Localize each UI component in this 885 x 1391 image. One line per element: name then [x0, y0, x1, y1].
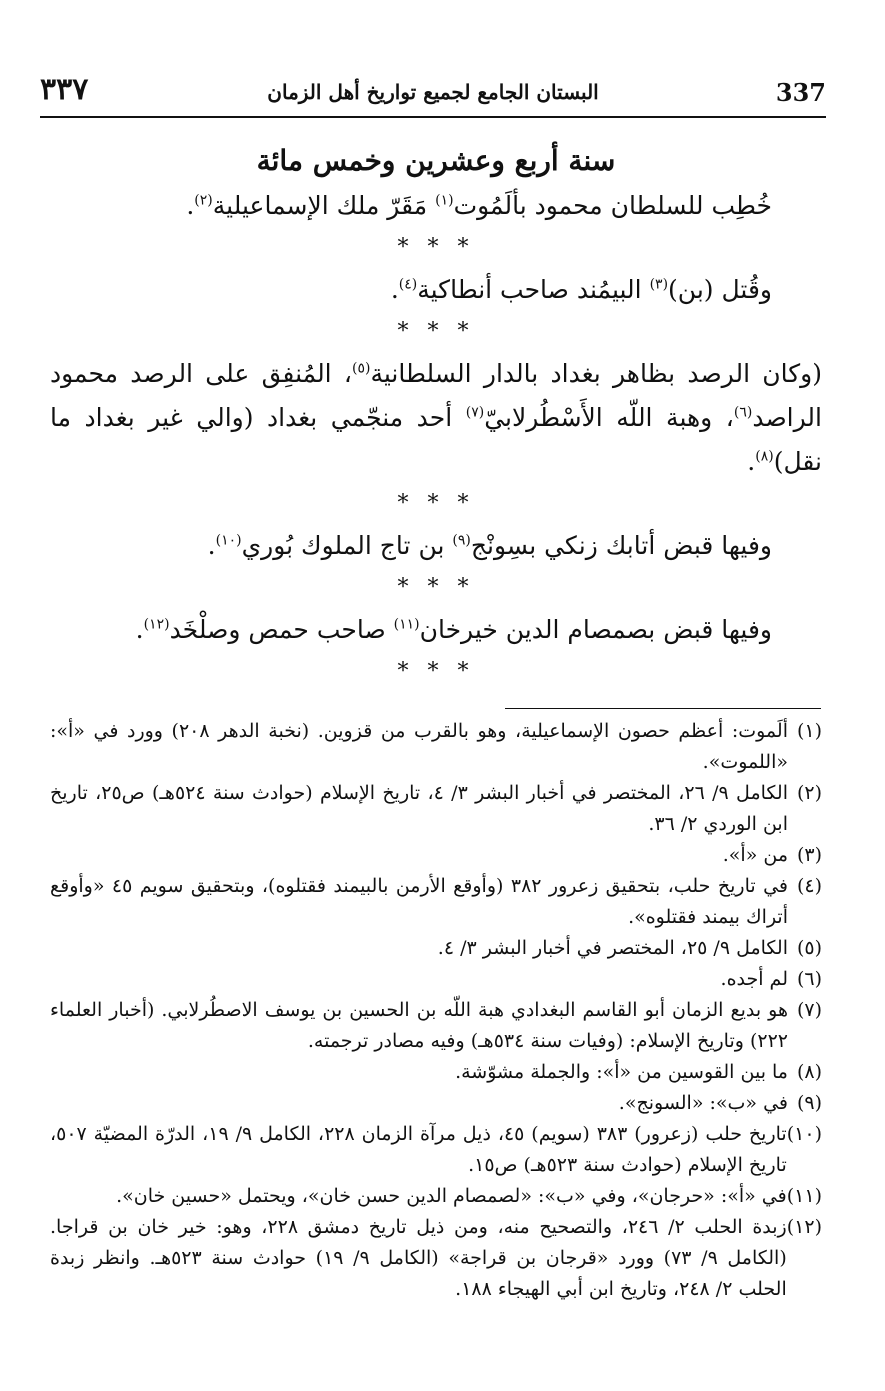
- section-separator: * * *: [397, 575, 475, 600]
- header-rule: [40, 116, 826, 118]
- footnotes: [50, 716, 822, 1305]
- footnote-ref: (١٠): [215, 532, 242, 549]
- footnote-ref: (٦): [733, 404, 753, 421]
- footnote-text: ألَموت: أعظم حصون الإسماعيلية، وهو بالقرب من قزوين. (نخبة الدهر ٢٠٨) وورد في «أ»: «اللموت».: [50, 720, 788, 773]
- paragraph: [50, 608, 822, 652]
- page-number-latin: 337: [775, 78, 826, 107]
- footnote-number: (١١): [786, 1185, 822, 1207]
- footnote-number: (٧): [796, 999, 822, 1021]
- footnote-number: (٣): [796, 844, 822, 866]
- text-run: .: [135, 615, 144, 644]
- text-run: بن تاج الملوك بُوري: [241, 531, 453, 560]
- footnote-ref: (١١): [393, 616, 420, 633]
- paragraph: [50, 524, 822, 568]
- footnote-number: (٤): [796, 875, 822, 897]
- footnote-text: الكامل ٩/ ٢٦، المختصر في أخبار البشر ٣/ ٤، تاريخ الإسلام (حوادث سنة ٥٢٤هـ) ص٢٥، تاريخ ابن الوردي ٢/ ٣٦.: [50, 782, 788, 835]
- running-title: البستان الجامع لجميع تواريخ أهل الزمان: [267, 80, 599, 104]
- footnote-text: زبدة الحلب ٢/ ٢٤٦، والتصحيح منه، ومن ذيل تاريخ دمشق ٢٢٨، وهو: خير خان بن قراجا. (الكامل ٩/ ٧٣) وورد «قرجان بن قراجة» (الكامل ٩/ ١٩) حوادث سنة ٥٢٣هـ. وانظر زبدة الحلب ٢/ ٢٤٨، وتاريخ ابن أبي الهيجاء ١٨٨.: [50, 1216, 787, 1300]
- text-run: وفيها قبض أتابك زنكي بسِونْج: [470, 531, 772, 560]
- text-run: .: [207, 531, 216, 560]
- page-header: [40, 70, 826, 118]
- footnote: [50, 995, 822, 1057]
- paragraph: [50, 184, 822, 228]
- footnote-ref: (٢): [194, 192, 213, 209]
- footnote-rule: [505, 708, 821, 709]
- footnote: [50, 778, 822, 840]
- footnote-text: من «أ».: [722, 844, 788, 866]
- footnote: [50, 1088, 822, 1119]
- footnote-ref: (١٢): [143, 616, 170, 633]
- footnote-ref: (٧): [465, 404, 485, 421]
- footnote-text: ما بين القوسين من «أ»: والجملة مشوّشة.: [455, 1061, 788, 1083]
- page-number-arabic: ٣٣٧: [40, 72, 89, 107]
- footnote-number: (١٠): [786, 1123, 822, 1145]
- main-text: [50, 128, 822, 692]
- footnote-text: في تاريخ حلب، بتحقيق زعرور ٣٨٢ (وأوقع الأرمن بالبيمند فقتلوه)، وبتحقيق سويم ٤٥ «وأوقع أتراك بيمند فقتلوه».: [50, 875, 788, 928]
- footnote-text: لم أجده.: [720, 968, 788, 990]
- footnote-text: في «أ»: «حرجان»، وفي «ب»: «لصمصام الدين حسن خان»، ويحتمل «حسين خان».: [116, 1185, 787, 1207]
- footnote: [50, 871, 822, 933]
- paragraph: [50, 268, 822, 312]
- footnote: [50, 1212, 822, 1305]
- section-separator: * * *: [397, 491, 475, 516]
- text-run: أحد منجّمي بغداد (والي غير بغداد ما نقل): [50, 403, 822, 476]
- footnote-ref: (١): [435, 192, 454, 209]
- footnote-number: (٦): [796, 968, 822, 990]
- footnote-number: (٩): [796, 1092, 822, 1114]
- footnote-number: (٥): [796, 937, 822, 959]
- footnote-text: الكامل ٩/ ٢٥، المختصر في أخبار البشر ٣/ ٤.: [437, 937, 788, 959]
- footnote-ref: (٤): [398, 276, 418, 293]
- footnote-text: تاريخ حلب (زعرور) ٣٨٣ (سويم) ٤٥، ذيل مرآة الزمان ٢٢٨، الكامل ٩/ ١٩، الدرّة المضيّة ٥٠٧، تاريخ الإسلام (حوادث سنة ٥٢٣هـ) ص١٥.: [50, 1123, 787, 1176]
- text-run: البيمُند صاحب أنطاكية: [417, 275, 650, 304]
- footnote: [50, 964, 822, 995]
- chapter-title: سنة أربع وعشرين وخمس مائة: [256, 144, 616, 177]
- text-run: .: [186, 191, 195, 220]
- footnote: [50, 933, 822, 964]
- footnote-ref: (٩): [452, 532, 471, 549]
- footnote-ref: (٥): [351, 360, 371, 377]
- footnote: [50, 716, 822, 778]
- footnote-ref: (٨): [755, 448, 774, 465]
- section-separator: * * *: [397, 319, 475, 344]
- text-run: ، وهبة اللّه الأَسْطُرلابيّ: [484, 403, 734, 432]
- footnote-ref: (٣): [649, 276, 669, 293]
- footnote: [50, 840, 822, 871]
- text-run: وقُتل (بن): [668, 275, 772, 304]
- footnote: [50, 1057, 822, 1088]
- text-run: .: [390, 275, 399, 304]
- footnote-number: (١): [796, 720, 822, 742]
- footnote-text: في «ب»: «السونج».: [618, 1092, 788, 1114]
- footnote: [50, 1181, 822, 1212]
- text-run: الراصد: [752, 403, 822, 432]
- paragraph: [50, 352, 822, 484]
- footnote-number: (١٢): [786, 1216, 822, 1238]
- text-run: صاحب حمص وصلْخَد: [169, 615, 394, 644]
- footnote-number: (٢): [796, 782, 822, 804]
- footnote-text: هو بديع الزمان أبو القاسم البغدادي هبة اللّه بن الحسين بن يوسف الاصطُرلابي. (أخبار العلماء ٢٢٢) وتاريخ الإسلام: (وفيات سنة ٥٣٤هـ) وفيه مصادر ترجمته.: [50, 999, 788, 1052]
- text-run: خُطِب للسلطان محمود بألَمُوت: [453, 191, 772, 220]
- text-run: .: [747, 447, 756, 476]
- text-run: مَقَرّ ملك الإسماعيلية: [212, 191, 436, 220]
- text-run: (وكان الرصد بظاهر بغداد بالدار السلطانية: [370, 359, 822, 388]
- footnote-number: (٨): [796, 1061, 822, 1083]
- text-run: وفيها قبض بصمصام الدين خيرخان: [419, 615, 772, 644]
- text-run: ، المُنفِق على الرصد محمود: [50, 359, 352, 388]
- footnote: [50, 1119, 822, 1181]
- section-separator: * * *: [397, 659, 475, 684]
- section-separator: * * *: [397, 235, 475, 260]
